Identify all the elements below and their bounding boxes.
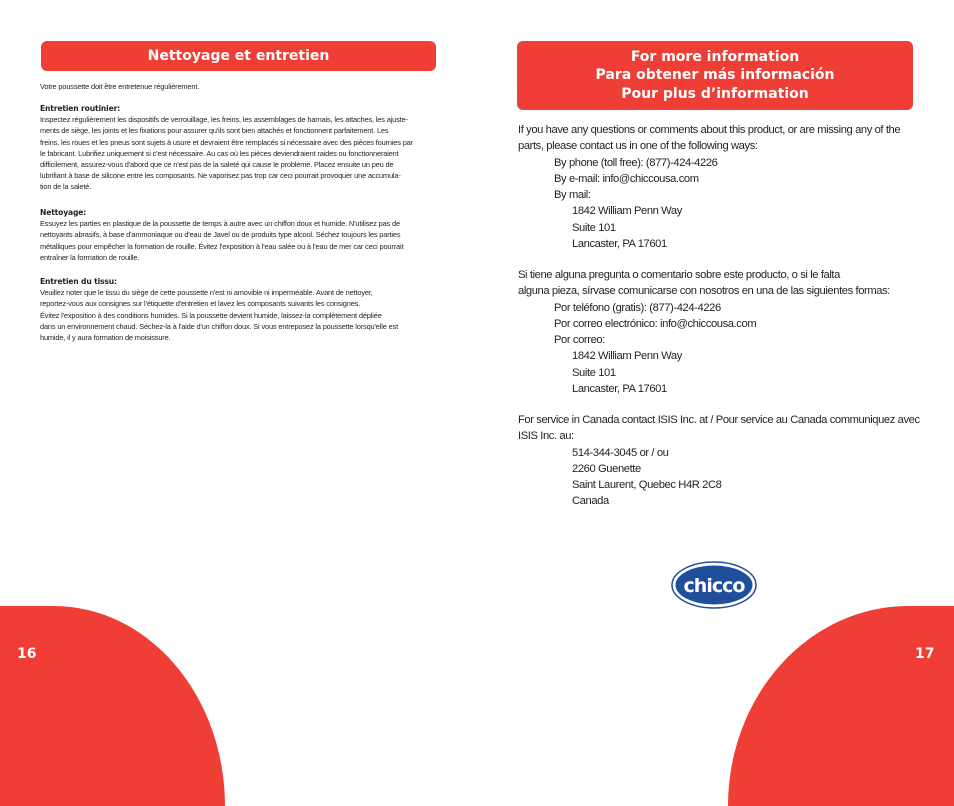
body-line: If you have any questions or comments about this product, or are missing any of the xyxy=(518,124,901,136)
address-line: Suite 101 xyxy=(572,221,616,234)
body-line: For service in Canada contact ISIS Inc. at / Pour service au Canada communiquez avec xyxy=(518,414,920,426)
address-line: Suite 101 xyxy=(572,366,616,379)
intro-line: Votre poussette doit être entretenue régulièrement. xyxy=(40,82,200,91)
body-line: lubrifiant à base de silicone entre les composants. Ne vaporisez pas trop car ceci pourrait provoquer une accumula- xyxy=(40,171,401,181)
address-line: 1842 William Penn Way xyxy=(572,350,682,363)
banner-title-es: Para obtener más información xyxy=(595,67,835,84)
section-heading: Entretien routinier: xyxy=(40,104,121,113)
body-line: nettoyants abrasifs, à base d'ammoniaque ou d'eau de Javel ou de produits type alcool. Séchez toujours les parties xyxy=(40,230,401,240)
body-line: entraîner la formation de rouille. xyxy=(40,252,140,262)
section-heading: Nettoyage: xyxy=(40,208,87,217)
banner-title: Nettoyage et entretien xyxy=(147,48,330,64)
section-banner-contact xyxy=(517,41,913,110)
address-line: 1842 William Penn Way xyxy=(572,205,682,218)
address-line: Saint Laurent, Quebec H4R 2C8 xyxy=(572,479,722,492)
contact-block-english xyxy=(518,122,918,252)
body-line: humide, il y aura formation de moisissure. xyxy=(40,333,171,343)
body-line: le fabricant. Lubrifiez uniquement si c'est nécessaire. Au cas où les pièces deviendraient raides ou fonctionneraient xyxy=(40,148,399,158)
mail-label: Por correo: xyxy=(554,334,605,347)
section-cleaning xyxy=(40,207,440,263)
body-line: ments de siège, les joints et les fixations pour assurer qu'ils sont bien attachés et fonctionnent parfaitement. Les xyxy=(40,126,389,136)
section-banner-cleaning xyxy=(41,41,436,71)
body-line: alguna pieza, sírvase comunicarse con nosotros en una de las siguientes formas: xyxy=(518,285,890,298)
body-line: ISIS Inc. au: xyxy=(518,430,574,443)
address-line: 2260 Guenette xyxy=(572,462,641,475)
body-line: tion de la saleté. xyxy=(40,182,92,192)
body-line: difficilement, assurez-vous d'abord que ce n'est pas de la saleté qui cause le problème. Placez ensuite un peu de xyxy=(40,160,394,170)
body-line: Si tiene alguna pregunta o comentario sobre este producto, o si le falta xyxy=(518,269,840,281)
chicco-logo xyxy=(671,561,757,609)
body-line: Essuyez les parties en plastique de la poussette de temps à autre avec un chiffon doux et humide. N'utilisez pas de xyxy=(40,219,400,229)
section-routine-maintenance xyxy=(40,103,440,193)
banner-title-en: For more information xyxy=(630,48,800,65)
body-line: reportez-vous aux consignes sur l'étiquette d'entretien et lavez les composants suivants les consignes. xyxy=(40,299,361,309)
mail-label: By mail: xyxy=(554,189,591,202)
email-line: Por correo electrónico: info@chiccousa.com xyxy=(554,317,757,330)
body-line: Inspectez régulièrement les dispositifs de verrouillage, les freins, les assemblages de harnais, les attaches, les ajuste- xyxy=(40,115,408,125)
body-line: freins, les roues et les pneus sont sujets à usure et devraient être remplacés si nécessaire avec des pièces fournies par xyxy=(40,137,413,147)
section-fabric-care xyxy=(40,276,440,343)
body-line: dans un environnement chaud. Séchez-la à l'aide d'un chiffon doux. Si vous entreposez la poussette lorsqu'elle est xyxy=(40,321,399,331)
page-corner-decoration-left xyxy=(0,606,225,806)
phone-line: By phone (toll free): (877)-424-4226 xyxy=(554,156,718,169)
address-line: Lancaster, PA 17601 xyxy=(572,238,667,251)
body-line: métalliques pour empêcher la formation de rouille. Évitez l'exposition à l'eau salée ou à l'eau de mer car ceci pourrait xyxy=(40,241,404,251)
page-corner-decoration-right xyxy=(728,606,954,806)
email-line: By e-mail: info@chiccousa.com xyxy=(554,172,699,185)
address-line: Lancaster, PA 17601 xyxy=(572,383,667,396)
body-line: Veuillez noter que le tissu du siège de cette poussette n'est ni amovible ni imperméable. Avant de nettoyer, xyxy=(40,288,373,298)
address-line: Canada xyxy=(572,495,609,508)
section-heading: Entretien du tissu: xyxy=(40,277,117,286)
contact-block-spanish xyxy=(518,267,918,397)
contact-block-canada xyxy=(518,412,918,510)
page-number-left: 16 xyxy=(17,646,37,662)
page-number-right: 17 xyxy=(915,646,935,662)
body-line: Évitez l'exposition à des conditions humides. Si la poussette devient humide, laissez-la complètement dépliée xyxy=(40,310,382,320)
phone-line: Por teléfono (gratis): (877)-424-4226 xyxy=(554,301,721,314)
address-line: 514-344-3045 or / ou xyxy=(572,446,669,459)
logo-text: chicco xyxy=(683,575,745,597)
banner-title-fr: Pour plus d’information xyxy=(621,85,809,102)
intro-text xyxy=(40,81,440,92)
body-line: parts, please contact us in one of the following ways: xyxy=(518,140,758,153)
